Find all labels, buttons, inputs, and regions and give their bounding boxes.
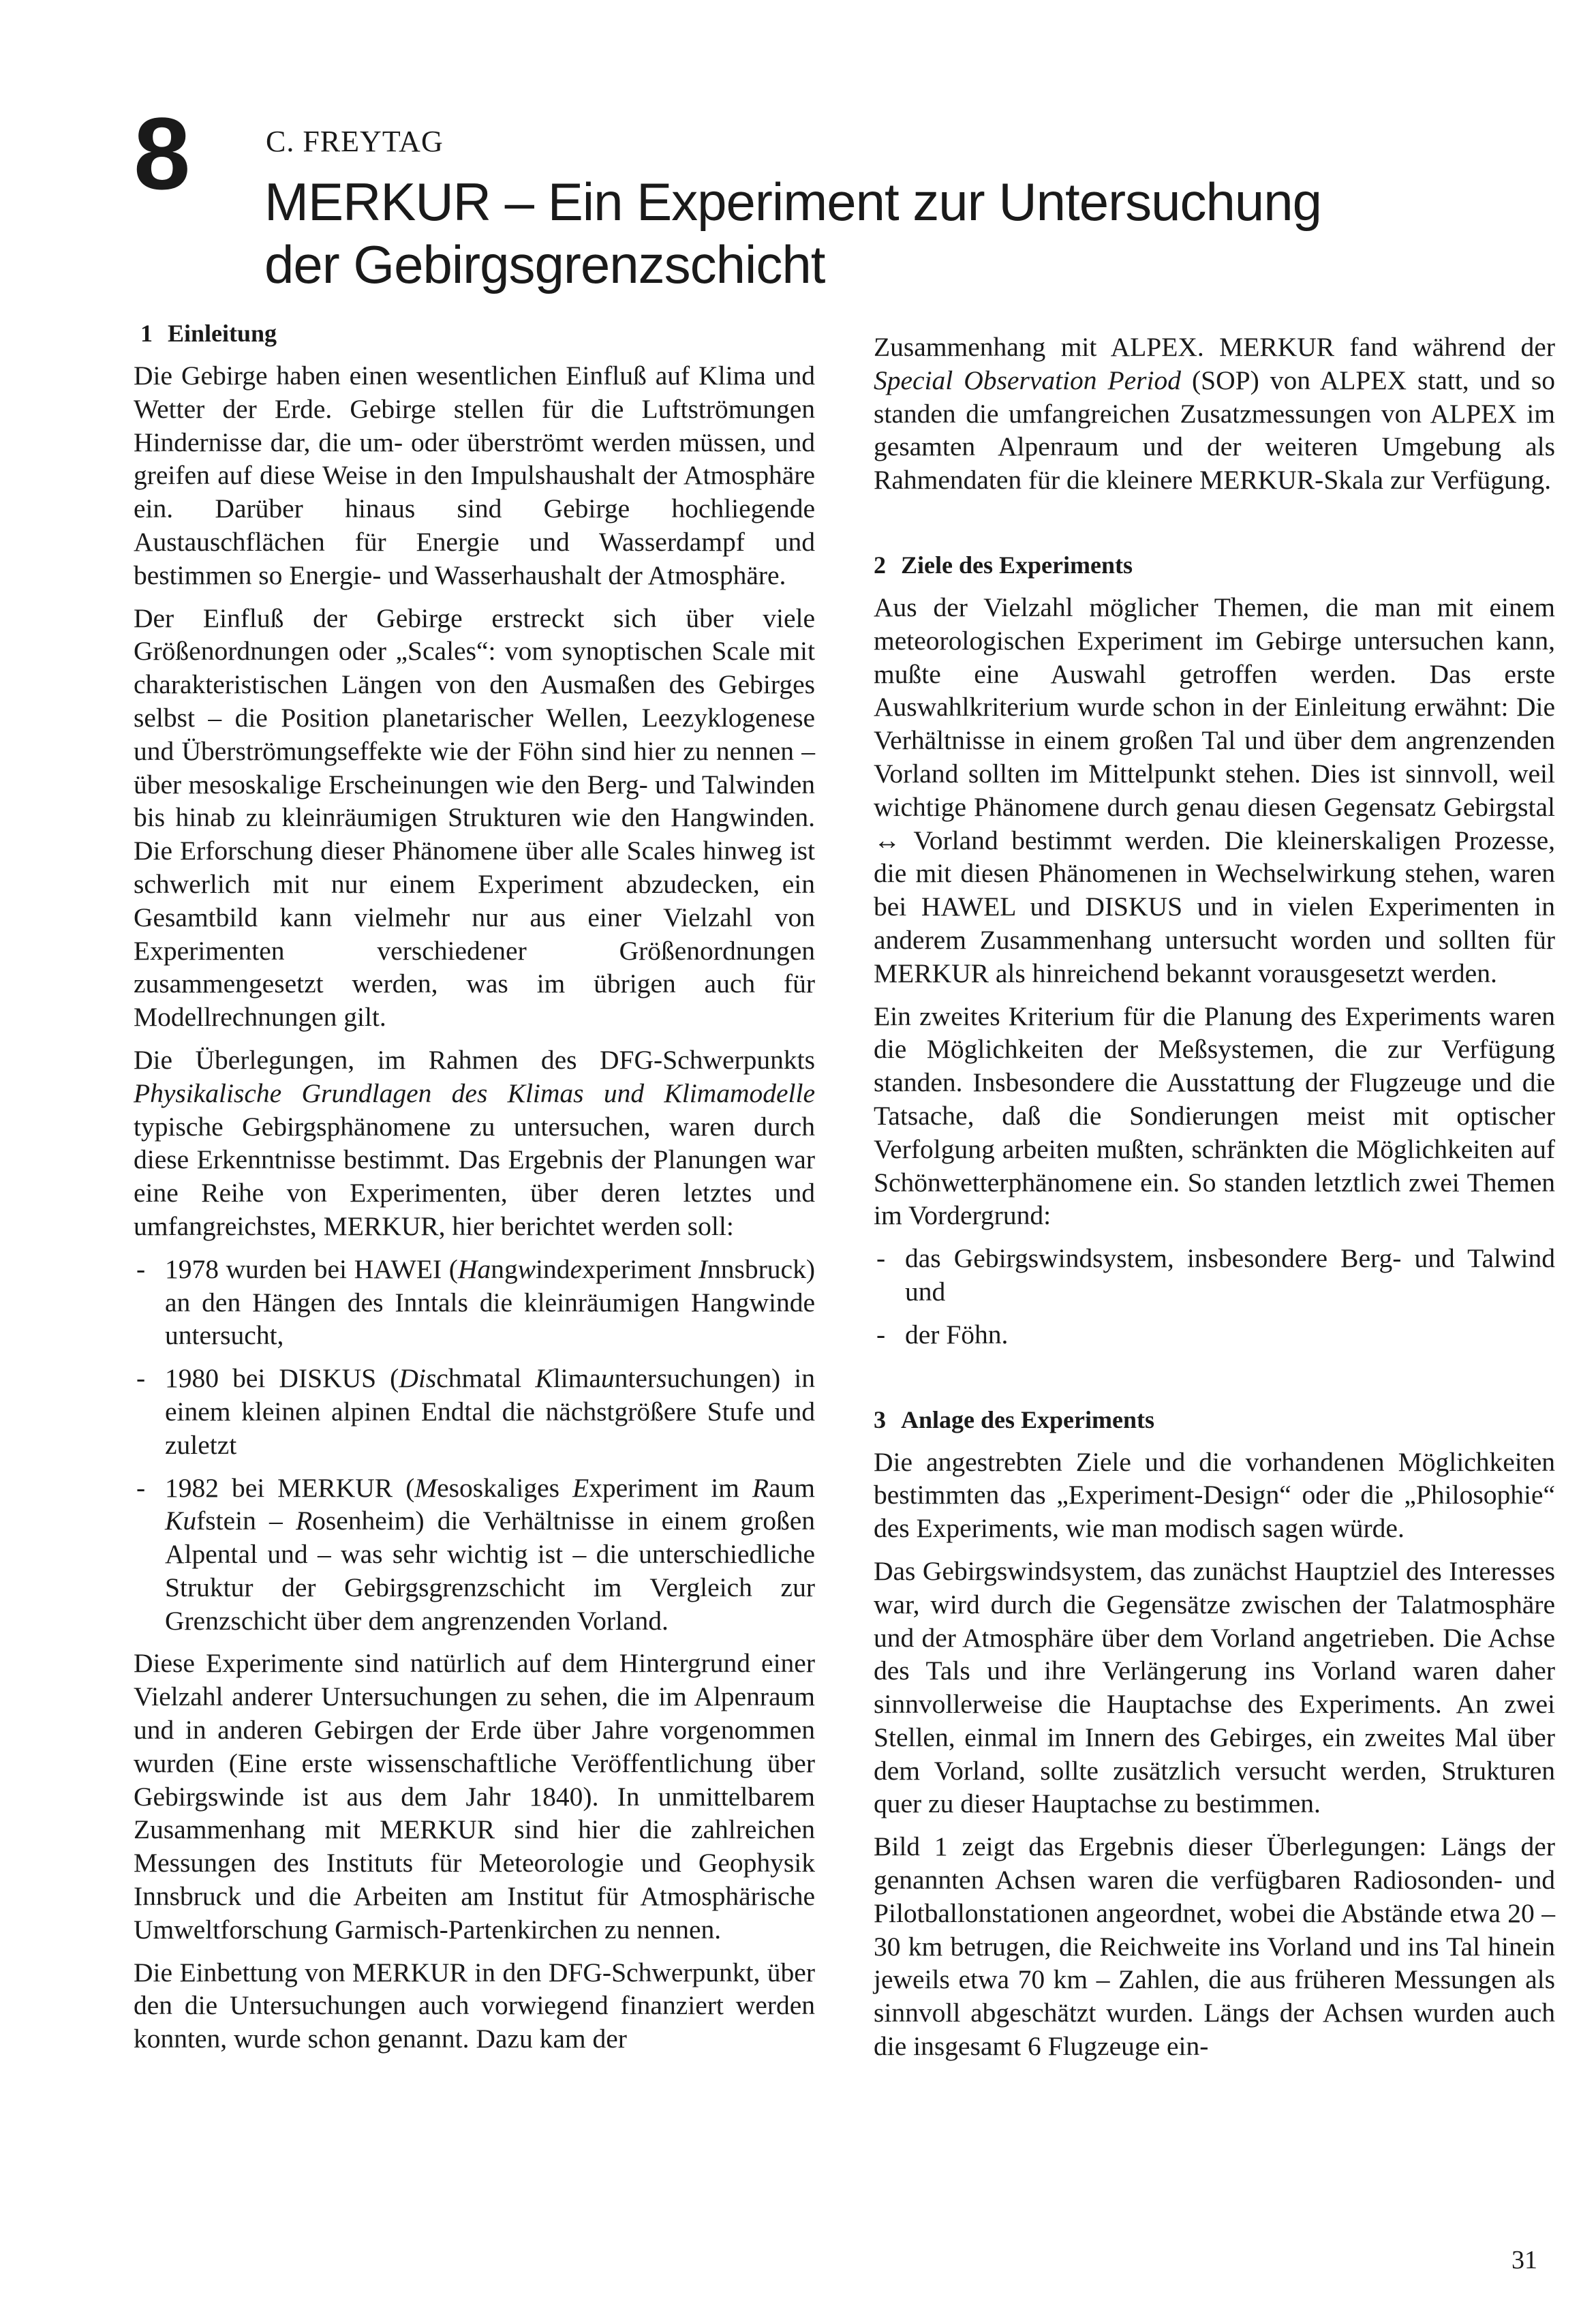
text-span: typische Gebirgsphänomene zu untersuchen, waren durch diese Erkenntnisse bestimmt. Das Ergebnis der Planungen war eine Reihe von Experimenten, über deren letztes und umfangreichstes, MERKUR, hier berichtet werden soll:	[134, 1111, 815, 1241]
paragraph: Diese Experimente sind natürlich auf dem Hintergrund einer Vielzahl anderer Untersuchungen zu sehen, die im Alpenraum und in anderen Gebirgen der Erde über Jahre vorgenommen wurden (Eine erste wissenschaftliche Veröffentlichung über Gebirgswinde ist aus dem Jahr 1840). In unmittelbarem Zusammenhang mit MERKUR sind hier die zahlreichen Messungen des Instituts für Meteorologie und Geophysik Innsbruck und die Arbeiten am Institut für Atmosphärische Umweltforschung Garmisch-Partenkirchen zu nennen.	[134, 1648, 815, 1945]
section-heading	[874, 549, 1555, 581]
text-span: xperiment im	[589, 1472, 752, 1503]
section-title: Einleitung	[168, 320, 277, 347]
italic-text: I	[698, 1253, 708, 1284]
section-number: 1	[140, 320, 153, 347]
paragraph: Aus der Vielzahl möglicher Themen, die man mit einem meteorologischen Experiment im Gebirge untersuchen kann, mußte eine Auswahl getroffen werden. Das erste Auswahlkriterium wurde schon in der Einleitung erwähnt: Die Verhältnisse in einem großen Tal und über dem angrenzenden Vorland sollten im Mittelpunkt stehen. Dies ist sinnvoll, weil wichtige Phänomene durch genau diesen Gegensatz Gebirgstal ↔ Vorland bestimmt werden. Die kleinerskaligen Prozesse, die mit diesen Phänomenen in Wechselwirkung stehen, waren bei HAWEL und DISKUS und in vielen Experimenten in anderem Zusammenhang untersucht worden und sollten für MERKUR als hinreichend bekannt vorausgesetzt werden.	[874, 592, 1555, 988]
italic-text: u	[600, 1363, 615, 1394]
italic-text: E	[572, 1472, 589, 1503]
section-heading	[874, 1403, 1555, 1436]
paragraph: Die Einbettung von MERKUR in den DFG-Schwerpunkt, über den die Untersuchungen auch vorwiegend finanziert werden konnten, wurde schon genannt. Dazu kam der	[134, 1957, 815, 2054]
italic-text: Ku	[165, 1506, 197, 1536]
section-number: 3	[874, 1405, 886, 1433]
paragraph: Der Einfluß der Gebirge erstreckt sich über viele Größenordnungen oder „Scales“: vom synoptischen Scale mit charakteristischen Längen von den Ausmaßen des Gebirges selbst – die Position planetarischer Wellen, Leezyklogenese und Überströmungseffekte wie der Föhn sind hier zu nennen – über mesoskalige Erscheinungen wie den Berg- und Talwinden bis hinab zu kleinräumigen Strukturen wie den Hangwinden. Die Erforschung dieser Phänomene über alle Scales hinweg ist schwerlich mit nur einem Experiment abzudecken, ein Gesamtbild kann vielmehr nur aus einer Vielzahl von Experimenten verschiedener Größenordnungen zusammengesetzt werden, was im übrigen auch für Modellrechnungen gilt.	[134, 603, 815, 1033]
title-line-1: MERKUR – Ein Experiment zur Untersuchung	[264, 172, 1321, 232]
page-number: 31	[1511, 2246, 1537, 2274]
title-line-2: der Gebirgsgrenzschicht	[264, 234, 825, 294]
text-span: uchungen) in einem kleinen alpinen Endtal die nächstgrößere Stufe und zuletzt	[165, 1363, 815, 1460]
section-number: 2	[874, 551, 886, 579]
page-title	[264, 170, 1423, 296]
author: C. FREYTAG	[266, 125, 444, 158]
list-item: - das Gebirgswindsystem, insbesondere Berg- und Talwind und	[874, 1242, 1555, 1309]
text-span: nnsbruck) an den Hängen des Inntals die kleinräumigen Hangwinde untersucht,	[165, 1253, 815, 1351]
topic-list	[874, 1242, 1555, 1351]
experiment-list	[134, 1253, 815, 1638]
text-span: fstein –	[196, 1506, 296, 1536]
italic-text: Special Observation Period	[874, 365, 1181, 395]
text-span: xperiment	[582, 1253, 699, 1284]
paragraph: Die Gebirge haben einen wesentlichen Einfluß auf Klima und Wetter der Erde. Gebirge stellen für die Luftströmungen Hindernisse dar, die um- oder überströmt werden müssen, und greifen auf diese Weise in den Impulshaushalt der Atmosphäre ein. Darüber hinaus sind Gebirge hochliegende Austauschflächen für Energie und Wasserdampf und bestimmen so Energie- und Wasserhaushalt der Atmosphäre.	[134, 361, 815, 590]
italic-text: K	[535, 1363, 553, 1394]
italic-text: M	[414, 1472, 438, 1503]
italic-text: R	[295, 1506, 313, 1536]
paragraph: Bild 1 zeigt das Ergebnis dieser Überlegungen: Längs der genannten Achsen waren die verfügbaren Radiosonden- und Pilotballonstationen angeordnet, wobei die Abstände etwa 20 – 30 km betrugen, die Reichweite ins Vorland und ins Tal hinein jeweils etwa 70 km – Zahlen, die aus früheren Messungen als sinnvoll abgeschätzt wurden. Längs der Achsen wurden auch die insgesamt 6 Flugzeuge ein-	[874, 1831, 1555, 2062]
italic-text: Dis	[399, 1363, 437, 1394]
text-span: aum	[768, 1472, 815, 1503]
right-column	[874, 331, 1555, 2073]
text-span: 1982 bei MERKUR (	[165, 1472, 415, 1503]
text-span: Zusammenhang mit ALPEX. MERKUR fand während der	[874, 332, 1555, 362]
text-span: ind	[536, 1253, 570, 1284]
paragraph	[874, 331, 1555, 497]
italic-text: w	[517, 1253, 536, 1284]
section-title: Anlage des Experiments	[901, 1405, 1154, 1433]
text-span: esoskaliges	[437, 1472, 572, 1503]
italic-text: s	[656, 1363, 667, 1394]
spacer	[874, 506, 1555, 549]
italic-text: Physikalische Grundlagen des Klimas und Klimamodelle	[134, 1078, 815, 1108]
paragraph: Die angestrebten Ziele und die vorhandenen Möglichkeiten bestimmten das „Experiment-Design“ oder die „Philosophie“ des Experiments, wie man modisch sagen würde.	[874, 1446, 1555, 1544]
list-item	[134, 1362, 815, 1461]
list-item: - der Föhn.	[874, 1318, 1555, 1352]
text-span: chmatal	[436, 1363, 536, 1394]
text-span: lima	[553, 1363, 601, 1394]
text-span: 1980 bei DISKUS (	[165, 1363, 399, 1394]
left-column	[134, 317, 815, 2065]
spacer	[874, 1361, 1555, 1403]
text-span: osenheim) die Verhältnisse in einem großen Alpental und – was sehr wichtig ist – die unterschiedliche Struktur der Gebirgsgrenzschicht im Vergleich zur Grenzschicht über dem angrenzenden Vorland.	[165, 1506, 815, 1636]
text-span: ng	[491, 1253, 518, 1284]
paragraph: Das Gebirgswindsystem, das zunächst Hauptziel des Interesses war, wird durch die Gegensätze zwischen der Talatmosphäre und der Atmosphäre über dem Vorland angetrieben. Die Achse des Tals und ihre Verlängerung ins Vorland waren daher sinnvollerweise die Hauptachse des Experiments. An zwei Stellen, einmal im Innern des Gebirges, ein zweites Mal über dem Vorland, sollte zusätzlich versucht werden, Strukturen quer zu dieser Hauptachse zu bestimmen.	[874, 1555, 1555, 1819]
italic-text: e	[570, 1253, 583, 1284]
text-span: Die Überlegungen, im Rahmen des DFG-Schwerpunkts	[134, 1044, 815, 1075]
list-item	[134, 1253, 815, 1352]
paragraph	[134, 1043, 815, 1243]
text-span: nter	[614, 1363, 657, 1394]
section-heading	[140, 317, 815, 350]
section-title: Ziele des Experiments	[901, 551, 1133, 579]
italic-text: Ha	[457, 1253, 491, 1284]
text-span: (SOP) von ALPEX statt, und so standen die umfangreichen Zusatzmessungen von ALPEX im gesamten Alpenraum und der weiteren Umgebung als Rahmendaten für die kleinere MERKUR-Skala zur Verfügung.	[874, 365, 1555, 496]
text-span: 1978 wurden bei HAWEI (	[165, 1253, 458, 1284]
paragraph: Ein zweites Kriterium für die Planung des Experiments waren die Möglichkeiten der Meßsystemen, die zur Verfügung standen. Insbesondere die Ausstattung der Flugzeuge und die Tatsache, daß die Sondierungen meist mit optischer Verfolgung arbeiten mußten, schränkten die Möglichkeiten auf Schönwetterphänomene ein. So standen letztlich zwei Themen im Vordergrund:	[874, 1001, 1555, 1231]
list-item	[134, 1472, 815, 1638]
chapter-number: 8	[134, 96, 191, 211]
italic-text: R	[752, 1472, 769, 1503]
